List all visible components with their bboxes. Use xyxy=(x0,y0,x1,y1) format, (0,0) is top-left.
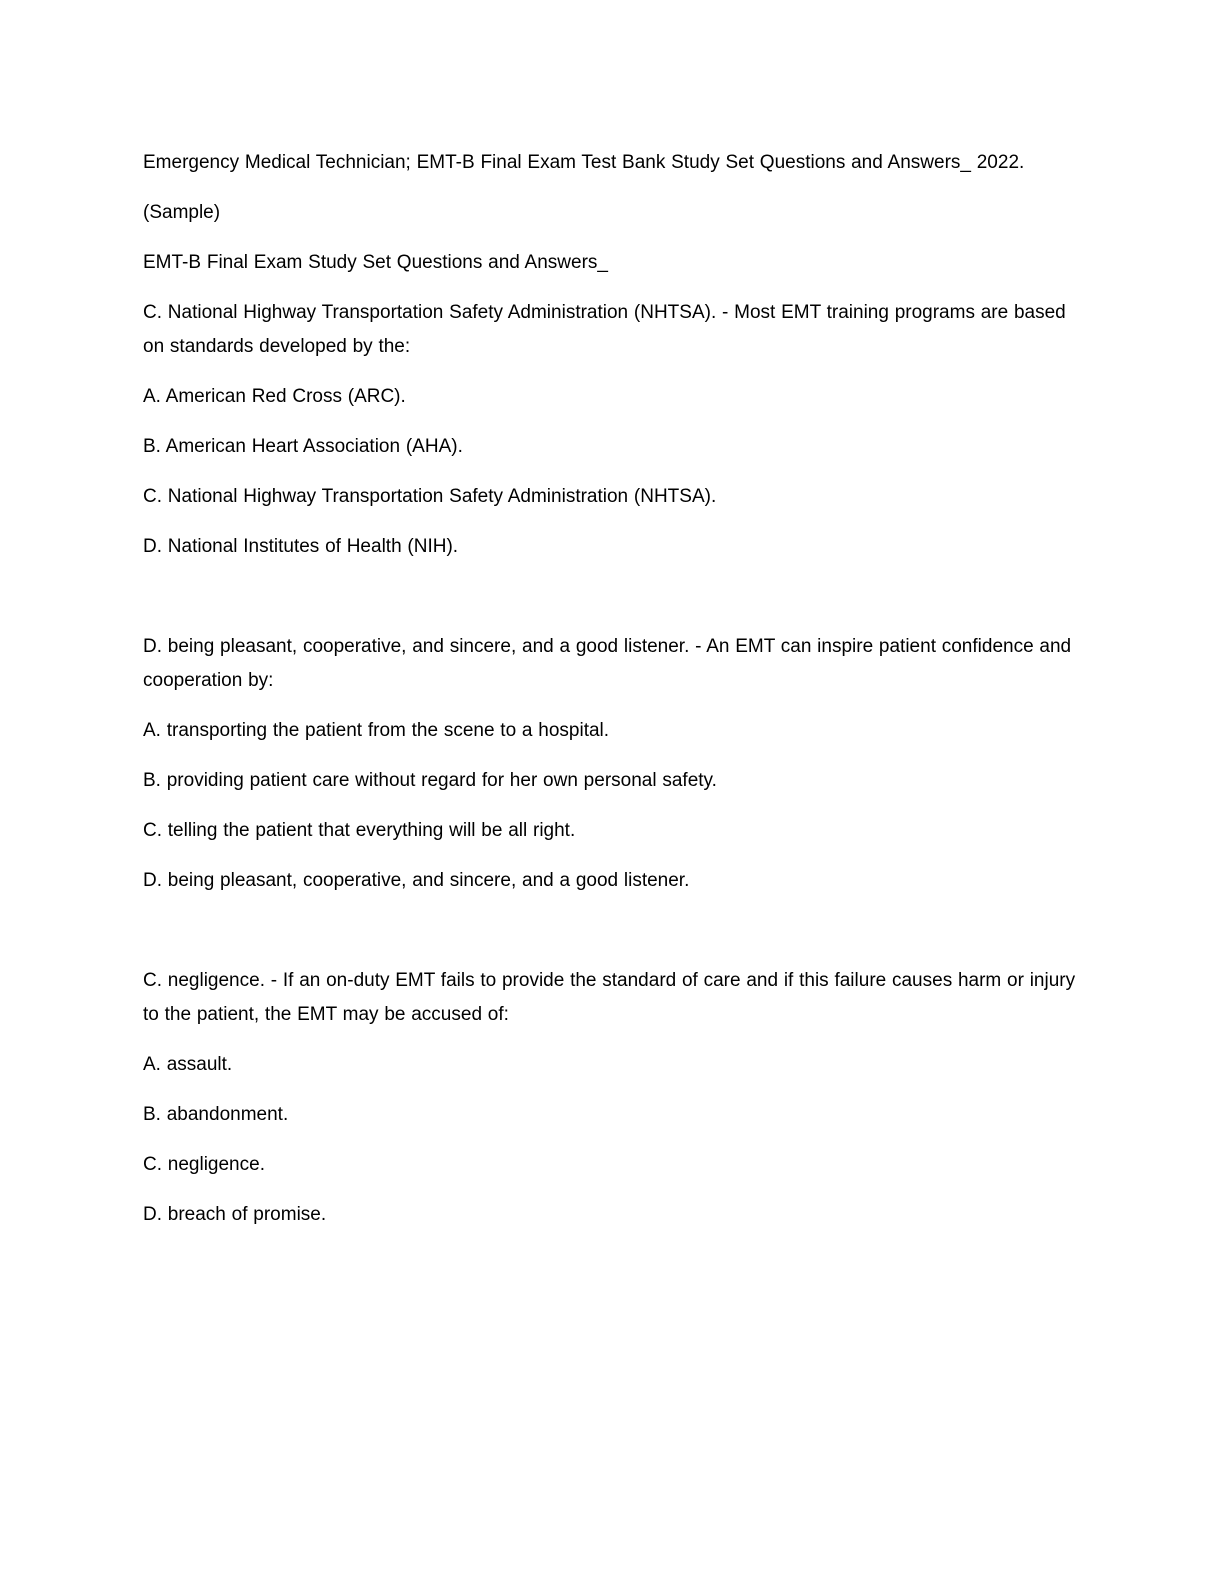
question-2-prompt: D. being pleasant, cooperative, and sincere, and a good listener. - An EMT can inspire patient confidence and cooperation by: xyxy=(143,636,1072,691)
question-1-option-b: B. American Heart Association (AHA). xyxy=(143,436,463,457)
question-3-option-c: C. negligence. xyxy=(143,1154,265,1175)
question-1-option-c: C. National Highway Transportation Safety Administration (NHTSA). xyxy=(143,486,717,507)
question-2-option-c: C. telling the patient that everything will be all right. xyxy=(143,820,576,841)
document-content xyxy=(143,146,1088,1232)
question-2-option-d: D. being pleasant, cooperative, and sincere, and a good listener. xyxy=(143,870,690,891)
question-1-option-a: A. American Red Cross (ARC). xyxy=(143,386,406,407)
question-1-option-d: D. National Institutes of Health (NIH). xyxy=(143,536,459,557)
question-2-option-b: B. providing patient care without regard for her own personal safety. xyxy=(143,770,717,791)
sample-label: (Sample) xyxy=(143,202,221,223)
blank-paragraph xyxy=(143,580,1088,614)
question-3-option-a: A. assault. xyxy=(143,1054,233,1075)
blank-paragraph xyxy=(143,914,1088,948)
document-title: Emergency Medical Technician; EMT-B Final Exam Test Bank Study Set Questions and Answers_ 2022. xyxy=(143,152,1025,173)
question-2-option-a: A. transporting the patient from the scene to a hospital. xyxy=(143,720,610,741)
question-3-option-b: B. abandonment. xyxy=(143,1104,289,1125)
document-subtitle: EMT-B Final Exam Study Set Questions and Answers_ xyxy=(143,252,608,273)
question-3-option-d: D. breach of promise. xyxy=(143,1204,327,1225)
question-1-prompt: C. National Highway Transportation Safety Administration (NHTSA). - Most EMT training programs are based on standards developed by the: xyxy=(143,302,1066,357)
question-3-prompt: C. negligence. - If an on-duty EMT fails to provide the standard of care and if this failure causes harm or injury to the patient, the EMT may be accused of: xyxy=(143,970,1076,1025)
